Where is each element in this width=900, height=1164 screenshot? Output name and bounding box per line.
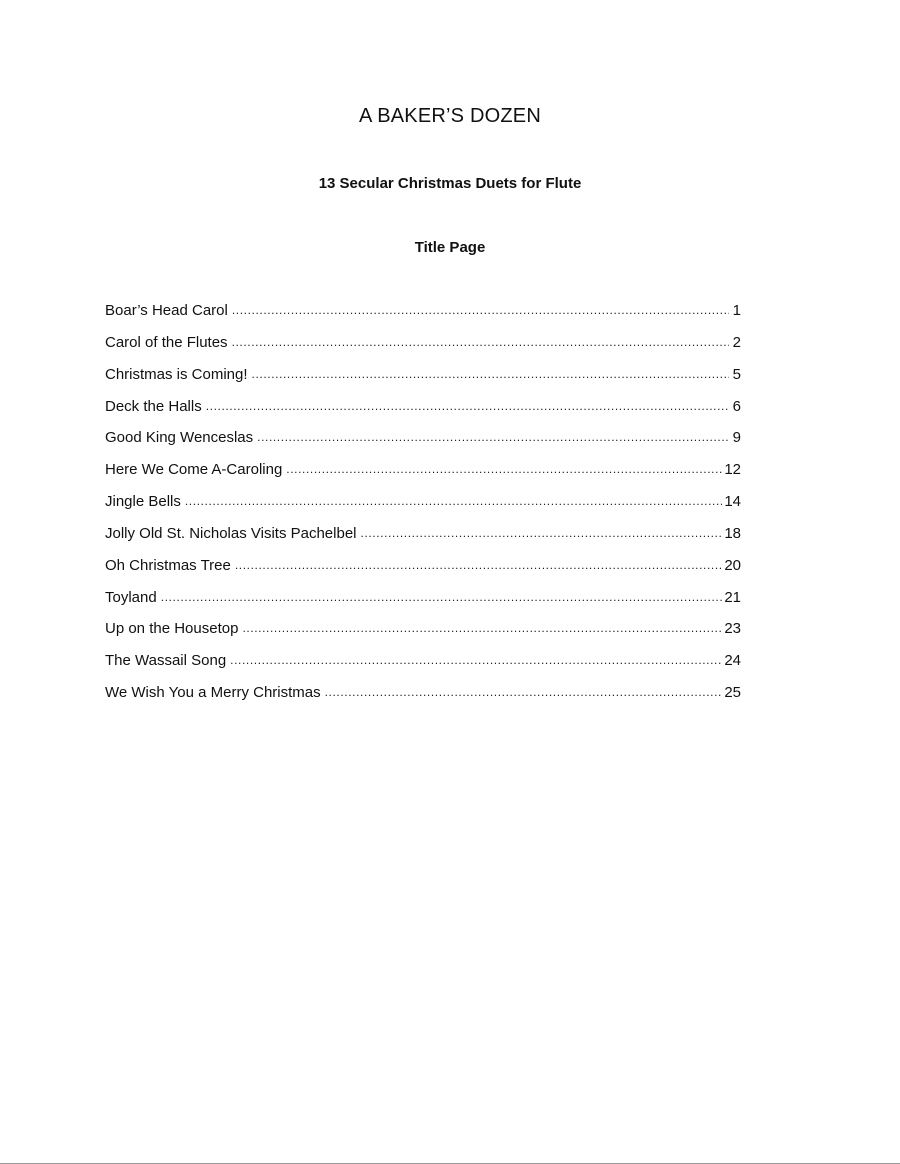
toc-entry <box>105 491 741 523</box>
toc-entry <box>105 332 741 364</box>
toc-entry-title: Christmas is Coming! <box>105 365 248 383</box>
toc-entry-page: 9 <box>732 429 741 447</box>
toc-entry-title: We Wish You a Merry Christmas <box>105 684 321 702</box>
section-heading: Title Page <box>414 239 486 256</box>
toc-dot-leader <box>242 617 722 639</box>
toc-entry-title: Boar’s Head Carol <box>105 302 228 319</box>
toc-entry-title: Here We Come A-Caroling <box>105 461 283 479</box>
toc-entry <box>105 300 741 332</box>
table-of-contents <box>105 300 741 714</box>
toc-dot-leader <box>325 681 723 703</box>
toc-entry-title: Carol of the Flutes <box>105 333 228 351</box>
toc-entry <box>105 650 741 682</box>
toc-dot-leader <box>361 522 723 544</box>
toc-dot-leader <box>257 426 729 448</box>
toc-entry-page: 24 <box>724 652 741 670</box>
toc-entry <box>105 396 741 428</box>
toc-entry <box>105 459 741 491</box>
toc-entry <box>105 555 741 587</box>
toc-entry-page: 21 <box>724 588 741 606</box>
toc-entry-title: Good King Wenceslas <box>105 429 254 447</box>
toc-entry-page: 5 <box>732 365 741 383</box>
toc-entry <box>105 427 741 459</box>
toc-entry <box>105 618 741 650</box>
toc-entry-page: 2 <box>732 333 741 351</box>
toc-entry-page: 20 <box>724 556 741 574</box>
toc-entry <box>105 523 741 555</box>
toc-entry <box>105 682 741 714</box>
document-subtitle: 13 Secular Christmas Duets for Flute <box>318 175 582 192</box>
toc-entry-title: The Wassail Song <box>105 652 227 670</box>
toc-entry-page: 1 <box>732 302 741 319</box>
toc-entry-title: Deck the Halls <box>105 397 202 415</box>
toc-dot-leader <box>235 554 722 576</box>
toc-entry-title: Toyland <box>105 588 157 606</box>
toc-entry-title: Oh Christmas Tree <box>105 556 231 574</box>
toc-dot-leader <box>230 649 722 671</box>
toc-entry-page: 6 <box>732 397 741 415</box>
toc-dot-leader <box>161 586 723 608</box>
toc-entry-page: 14 <box>724 493 741 511</box>
toc-entry <box>105 364 741 396</box>
document-title: A BAKER’S DOZEN <box>359 105 541 127</box>
toc-dot-leader <box>286 458 722 480</box>
toc-entry-page: 23 <box>724 620 741 638</box>
toc-dot-leader <box>232 331 729 353</box>
toc-entry-title: Jolly Old St. Nicholas Visits Pachelbel <box>105 524 357 542</box>
toc-entry-title: Jingle Bells <box>105 493 181 511</box>
toc-dot-leader <box>252 363 729 385</box>
toc-entry <box>105 587 741 619</box>
toc-entry-title: Up on the Housetop <box>105 620 239 638</box>
toc-dot-leader <box>206 395 729 417</box>
toc-entry-page: 25 <box>724 684 741 702</box>
toc-dot-leader <box>185 490 722 512</box>
toc-dot-leader <box>232 299 729 321</box>
toc-entry-page: 12 <box>724 461 741 479</box>
toc-entry-page: 18 <box>724 524 741 542</box>
